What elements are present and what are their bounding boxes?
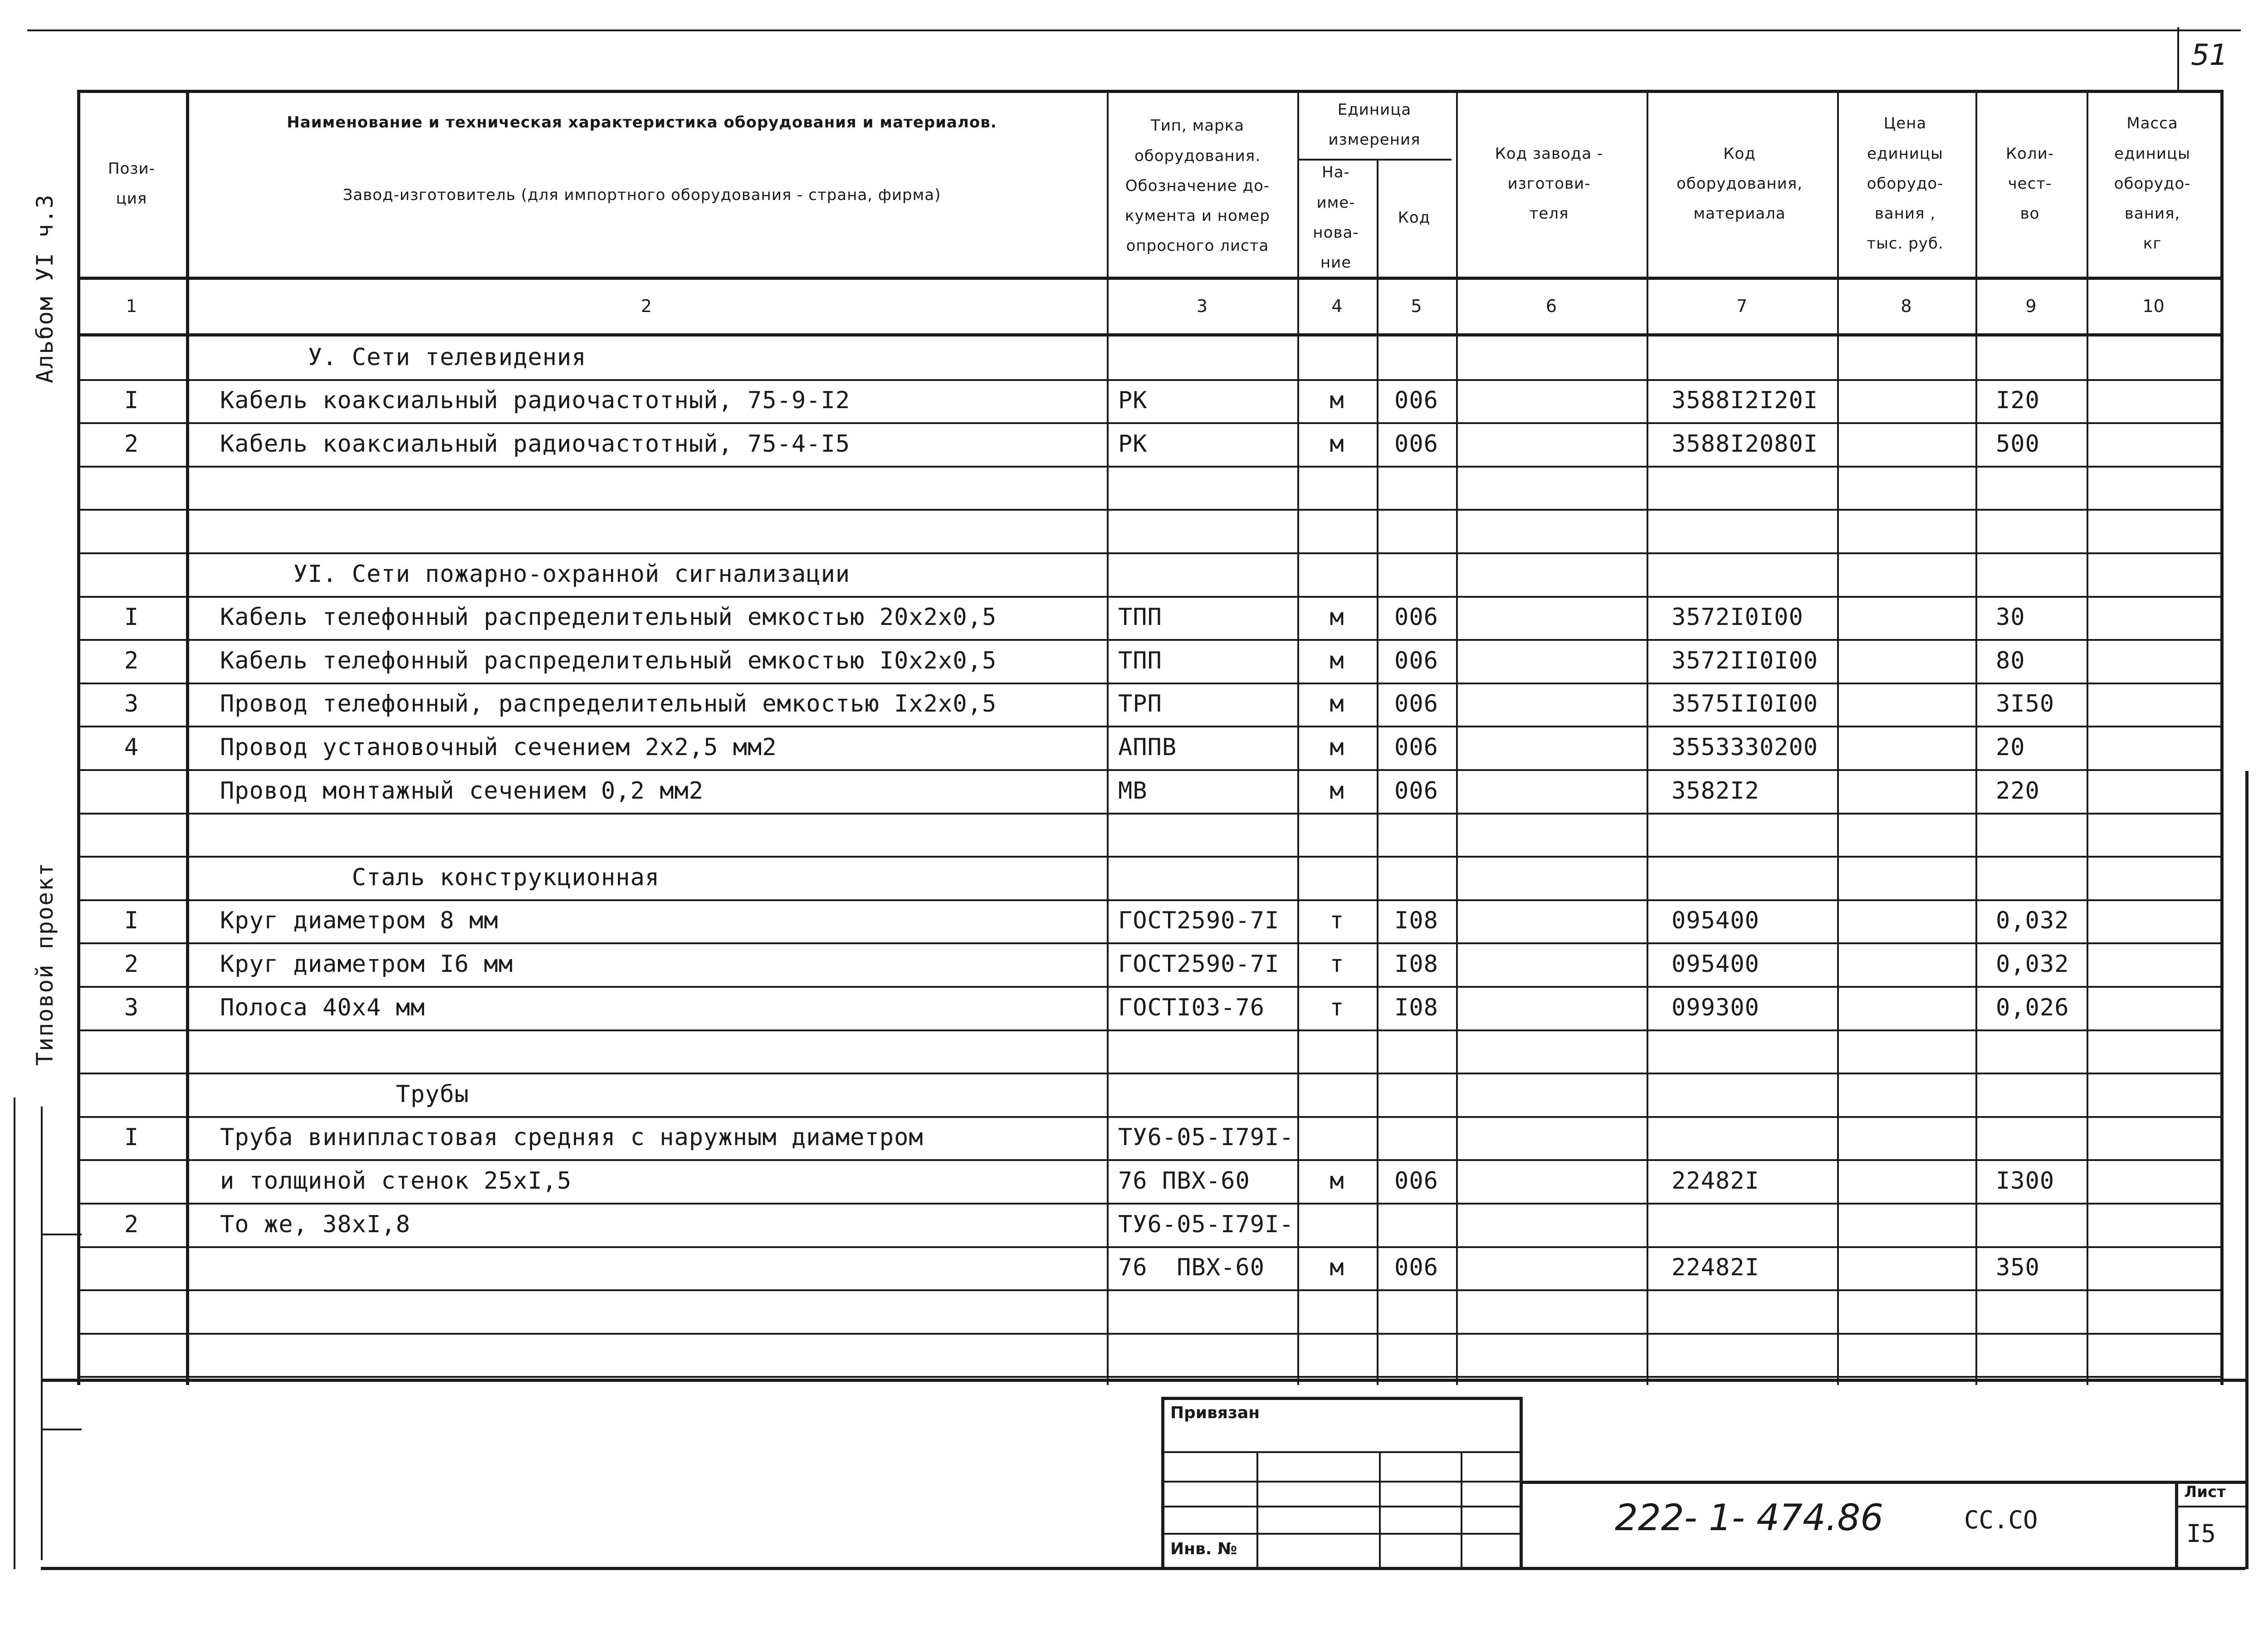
cell-position: [77, 466, 186, 509]
cell-position: [77, 856, 186, 899]
header-material-code: Код оборудования, материала: [1676, 144, 1803, 223]
cell-unit: [1297, 1029, 1377, 1073]
stamp-title-line: [1520, 1481, 2245, 1484]
cell-material-code: [1672, 856, 1835, 899]
column-number: 9: [2025, 296, 2037, 316]
cell-type: [1118, 552, 1295, 595]
stamp-bound-label: Привязан: [1170, 1404, 1260, 1422]
row-divider: [77, 1376, 2220, 1378]
cell-material-code: [1672, 1203, 1835, 1246]
cell-type: [1118, 466, 1295, 509]
cell-material-code: 095400: [1672, 907, 1760, 935]
cell-material-code: 3582I2: [1672, 777, 1760, 805]
cell-name: [220, 1246, 1105, 1289]
stamp-sheet-label: Лист: [2184, 1483, 2226, 1501]
stamp-row-line: [1161, 1451, 1520, 1453]
cell-position: [77, 552, 186, 595]
header-position: Пози- ция: [108, 159, 155, 208]
sidebar-divider: [41, 1429, 82, 1430]
stamp-col-line: [1256, 1451, 1258, 1567]
cell-quantity: 350: [1996, 1254, 2040, 1282]
stamp-row-line: [1161, 1533, 1520, 1535]
cell-position: [77, 336, 186, 379]
cell-quantity: 80: [1996, 647, 2025, 674]
cell-unit: [1297, 1203, 1377, 1246]
cell-type: ТПП: [1118, 604, 1162, 631]
header-unit-code: Код: [1398, 208, 1431, 227]
cell-quantity: I20: [1996, 387, 2040, 415]
cell-unit: [1297, 813, 1377, 856]
cell-material-code: 3572I0I00: [1672, 604, 1804, 631]
cell-quantity: 0,032: [1996, 907, 2069, 935]
cell-name: Круг диаметром 8 мм: [220, 907, 499, 935]
cell-name: Провод монтажный сечением 0,2 мм2: [220, 777, 704, 805]
cell-name: [220, 1289, 1105, 1332]
cell-type: ГОСТ2590-7I: [1118, 950, 1280, 978]
cell-position: [77, 813, 186, 856]
column-number: 10: [2142, 296, 2165, 316]
cell-name: УI. Сети пожарно-охранной сигнализации: [220, 560, 850, 588]
cell-quantity: [1996, 466, 2084, 509]
cell-material-code: [1672, 1289, 1835, 1332]
cell-unit-code: [1377, 336, 1456, 379]
cell-material-code: 3553330200: [1672, 733, 1818, 761]
cell-type: ГОСТI03-76: [1118, 994, 1265, 1021]
cell-type: АППВ: [1118, 733, 1177, 761]
cell-position: 2: [124, 1210, 139, 1238]
stamp-sheet-number: I5: [2186, 1519, 2216, 1548]
sidebar-project-label: Типовой проект: [32, 862, 58, 1066]
cell-unit: м: [1330, 777, 1344, 805]
cell-name: Кабель телефонный распределительный емкостью 20х2х0,5: [220, 604, 997, 631]
cell-unit: [1297, 336, 1377, 379]
top-border-line: [27, 29, 2241, 31]
cell-unit-code: I08: [1394, 950, 1438, 978]
stamp-col-line: [1461, 1451, 1462, 1567]
cell-material-code: 22482I: [1672, 1254, 1760, 1282]
cell-unit-code: [1377, 509, 1456, 552]
cell-unit: т: [1330, 907, 1344, 935]
cell-quantity: [1996, 1333, 2084, 1376]
header-name-line2: Завод-изготовитель (для импортного оборудования - страна, фирма): [342, 185, 941, 204]
stamp-top-border: [41, 1379, 2245, 1382]
cell-unit-code: 006: [1394, 733, 1438, 761]
cell-unit: [1297, 509, 1377, 552]
cell-type: [1118, 509, 1295, 552]
cell-material-code: 099300: [1672, 994, 1760, 1021]
cell-material-code: 3575II0I00: [1672, 690, 1818, 718]
page-number: 51: [2191, 39, 2228, 72]
column-number: 8: [1901, 296, 1912, 316]
cell-unit-code: [1377, 1203, 1456, 1246]
cell-unit-code: 006: [1394, 1254, 1438, 1282]
column-divider: [2220, 90, 2224, 1385]
cell-unit: [1297, 1289, 1377, 1332]
cell-unit: м: [1330, 387, 1344, 415]
cell-unit-code: [1377, 856, 1456, 899]
cell-type: 76 ПВХ-60: [1118, 1254, 1265, 1282]
cell-material-code: 22482I: [1672, 1167, 1760, 1195]
stamp-inventory-label: Инв. №: [1170, 1540, 1237, 1558]
cell-type: [1118, 336, 1295, 379]
cell-type: ТУ6-05-I79I-: [1118, 1210, 1294, 1238]
cell-position: 2: [124, 647, 139, 674]
cell-unit: [1297, 1073, 1377, 1116]
stamp-box-top: [1161, 1397, 1520, 1400]
cell-unit-code: 006: [1394, 690, 1438, 718]
stamp-mark: СС.СО: [1964, 1506, 2038, 1534]
sidebar-album-label: Альбом УI ч.3: [32, 194, 58, 383]
cell-name: [220, 509, 1105, 552]
header-unit-price: Цена единицы оборудо- вания , тыс. руб.: [1867, 114, 1944, 253]
column-number: 3: [1196, 296, 1208, 316]
cell-quantity: [1996, 1203, 2084, 1246]
stamp-row-line: [1161, 1506, 1520, 1507]
cell-name: Провод установочный сечением 2х2,5 мм2: [220, 733, 777, 761]
cell-unit: м: [1330, 604, 1344, 631]
cell-material-code: 3588I2080I: [1672, 430, 1818, 458]
header-mass: Масса единицы оборудо- вания, кг: [2114, 114, 2191, 253]
column-number: 4: [1331, 296, 1343, 316]
cell-name: Кабель коаксиальный радиочастотный, 75-4-I5: [220, 430, 850, 458]
column-number: 7: [1736, 296, 1748, 316]
cell-name: Провод телефонный, распределительный емкостью Iх2х0,5: [220, 690, 997, 718]
cell-quantity: [1996, 856, 2084, 899]
page-number-box-border: [2177, 27, 2179, 91]
cell-name: То же, 38хI,8: [220, 1210, 411, 1238]
cell-position: 3: [124, 690, 139, 718]
cell-quantity: 0,032: [1996, 950, 2069, 978]
cell-material-code: [1672, 552, 1835, 595]
header-type-mark: Тип, марка оборудования. Обозначение до- кумента и номер опросного листа: [1125, 117, 1270, 255]
column-number: 6: [1545, 296, 1557, 316]
cell-type: ГОСТ2590-7I: [1118, 907, 1280, 935]
cell-quantity: 220: [1996, 777, 2040, 805]
cell-material-code: 3572II0I00: [1672, 647, 1818, 674]
cell-quantity: 0,026: [1996, 994, 2069, 1021]
cell-type: [1118, 856, 1295, 899]
cell-position: [77, 1246, 186, 1289]
sidebar-divider: [41, 1234, 82, 1235]
stamp-document-code: 222- 1- 474.86: [1615, 1497, 1884, 1539]
cell-material-code: [1672, 1333, 1835, 1376]
cell-type: ТУ6-05-I79I-: [1118, 1124, 1294, 1151]
cell-name: Трубы: [220, 1080, 469, 1108]
cell-unit: [1297, 552, 1377, 595]
cell-quantity: 30: [1996, 604, 2025, 631]
cell-name: [220, 1333, 1105, 1376]
column-number: 5: [1411, 296, 1422, 316]
cell-unit-code: [1377, 1116, 1456, 1159]
cell-position: 2: [124, 430, 139, 458]
stamp-row-line: [1161, 1481, 1520, 1483]
cell-unit-code: [1377, 1333, 1456, 1376]
cell-name: Кабель телефонный распределительный емкостью I0х2х0,5: [220, 647, 997, 674]
header-unit-name: На- име- нова- ние: [1313, 163, 1359, 272]
cell-type: [1118, 1333, 1295, 1376]
column-number: 1: [126, 296, 137, 316]
cell-unit: [1297, 1333, 1377, 1376]
cell-position: 3: [124, 994, 139, 1021]
cell-position: [77, 769, 186, 812]
cell-position: [77, 1029, 186, 1073]
cell-unit: м: [1330, 647, 1344, 674]
cell-material-code: 095400: [1672, 950, 1760, 978]
page-right-border: [2245, 771, 2248, 1569]
cell-material-code: [1672, 1073, 1835, 1116]
cell-unit: м: [1330, 733, 1344, 761]
cell-unit-code: I08: [1394, 907, 1438, 935]
header-factory-code: Код завода - изготови- теля: [1495, 144, 1603, 223]
cell-type: РК: [1118, 430, 1148, 458]
cell-type: [1118, 1073, 1295, 1116]
stamp-col-line: [1379, 1451, 1381, 1567]
cell-quantity: 20: [1996, 733, 2025, 761]
cell-material-code: [1672, 466, 1835, 509]
cell-type: РК: [1118, 387, 1148, 415]
cell-position: I: [124, 387, 139, 415]
cell-unit-code: [1377, 552, 1456, 595]
cell-unit: т: [1330, 994, 1344, 1021]
cell-quantity: [1996, 1116, 2084, 1159]
cell-quantity: [1996, 1289, 2084, 1332]
page-bottom-border: [41, 1567, 2245, 1570]
cell-unit: м: [1330, 430, 1344, 458]
cell-type: [1118, 1289, 1295, 1332]
cell-name: Труба винипластовая средняя с наружным диаметром: [220, 1124, 924, 1151]
cell-position: I: [124, 907, 139, 935]
cell-unit-code: [1377, 466, 1456, 509]
cell-material-code: 3588I2I20I: [1672, 387, 1818, 415]
cell-position: [77, 1333, 186, 1376]
cell-type: [1118, 1029, 1295, 1073]
cell-unit-code: 006: [1394, 387, 1438, 415]
cell-position: I: [124, 1124, 139, 1151]
cell-unit-code: [1377, 1029, 1456, 1073]
cell-unit-code: [1377, 1289, 1456, 1332]
cell-position: [77, 1159, 186, 1202]
cell-material-code: [1672, 336, 1835, 379]
cell-quantity: [1996, 1029, 2084, 1073]
cell-unit-code: 006: [1394, 430, 1438, 458]
sidebar-frame-left: [41, 1107, 43, 1560]
column-number: 2: [640, 296, 652, 316]
cell-quantity: [1996, 336, 2084, 379]
cell-name: Сталь конструкционная: [220, 863, 660, 891]
cell-name: Круг диаметром I6 мм: [220, 950, 513, 978]
cell-type: 76 ПВХ-60: [1118, 1167, 1250, 1195]
cell-type: ТПП: [1118, 647, 1162, 674]
cell-unit-code: [1377, 1073, 1456, 1116]
cell-position: 2: [124, 950, 139, 978]
header-name-line1: Наименование и техническая характеристика оборудования и материалов.: [287, 113, 997, 132]
cell-material-code: [1672, 509, 1835, 552]
cell-unit-code: 006: [1394, 604, 1438, 631]
cell-quantity: [1996, 509, 2084, 552]
cell-unit-code: I08: [1394, 994, 1438, 1021]
cell-quantity: 3I50: [1996, 690, 2055, 718]
cell-name: [220, 466, 1105, 509]
cell-position: [77, 1289, 186, 1332]
stamp-sheet-border: [2175, 1481, 2178, 1567]
cell-type: [1118, 813, 1295, 856]
cell-material-code: [1672, 1116, 1835, 1159]
cell-unit: м: [1330, 690, 1344, 718]
cell-quantity: [1996, 1073, 2084, 1116]
stamp-sheet-line: [2175, 1506, 2245, 1507]
cell-name: У. Сети телевидения: [220, 343, 587, 371]
cell-quantity: I300: [1996, 1167, 2055, 1195]
cell-type: МВ: [1118, 777, 1148, 805]
cell-unit: т: [1330, 950, 1344, 978]
cell-material-code: [1672, 813, 1835, 856]
cell-unit-code: 006: [1394, 647, 1438, 674]
cell-type: ТРП: [1118, 690, 1162, 718]
cell-position: [77, 1073, 186, 1116]
cell-unit: [1297, 856, 1377, 899]
cell-name: Кабель коаксиальный радиочастотный, 75-9-I2: [220, 387, 850, 415]
cell-unit: м: [1330, 1254, 1344, 1282]
cell-position: I: [124, 604, 139, 631]
cell-unit: [1297, 1116, 1377, 1159]
cell-unit-code: 006: [1394, 1167, 1438, 1195]
cell-quantity: 500: [1996, 430, 2040, 458]
cell-unit-code: [1377, 813, 1456, 856]
cell-material-code: [1672, 1029, 1835, 1073]
cell-position: [77, 509, 186, 552]
cell-quantity: [1996, 813, 2084, 856]
cell-unit: м: [1330, 1167, 1344, 1195]
cell-name: [220, 1029, 1105, 1073]
cell-unit: [1297, 466, 1377, 509]
cell-quantity: [1996, 552, 2084, 595]
header-quantity: Коли- чест- во: [2005, 144, 2054, 223]
sidebar-frame-outer: [14, 1097, 15, 1569]
cell-name: [220, 813, 1105, 856]
cell-unit-code: 006: [1394, 777, 1438, 805]
cell-name: Полоса 40х4 мм: [220, 994, 425, 1021]
cell-name: и толщиной стенок 25хI,5: [220, 1167, 572, 1195]
header-unit-group: Единица измерения: [1328, 100, 1421, 149]
cell-position: 4: [124, 733, 139, 761]
